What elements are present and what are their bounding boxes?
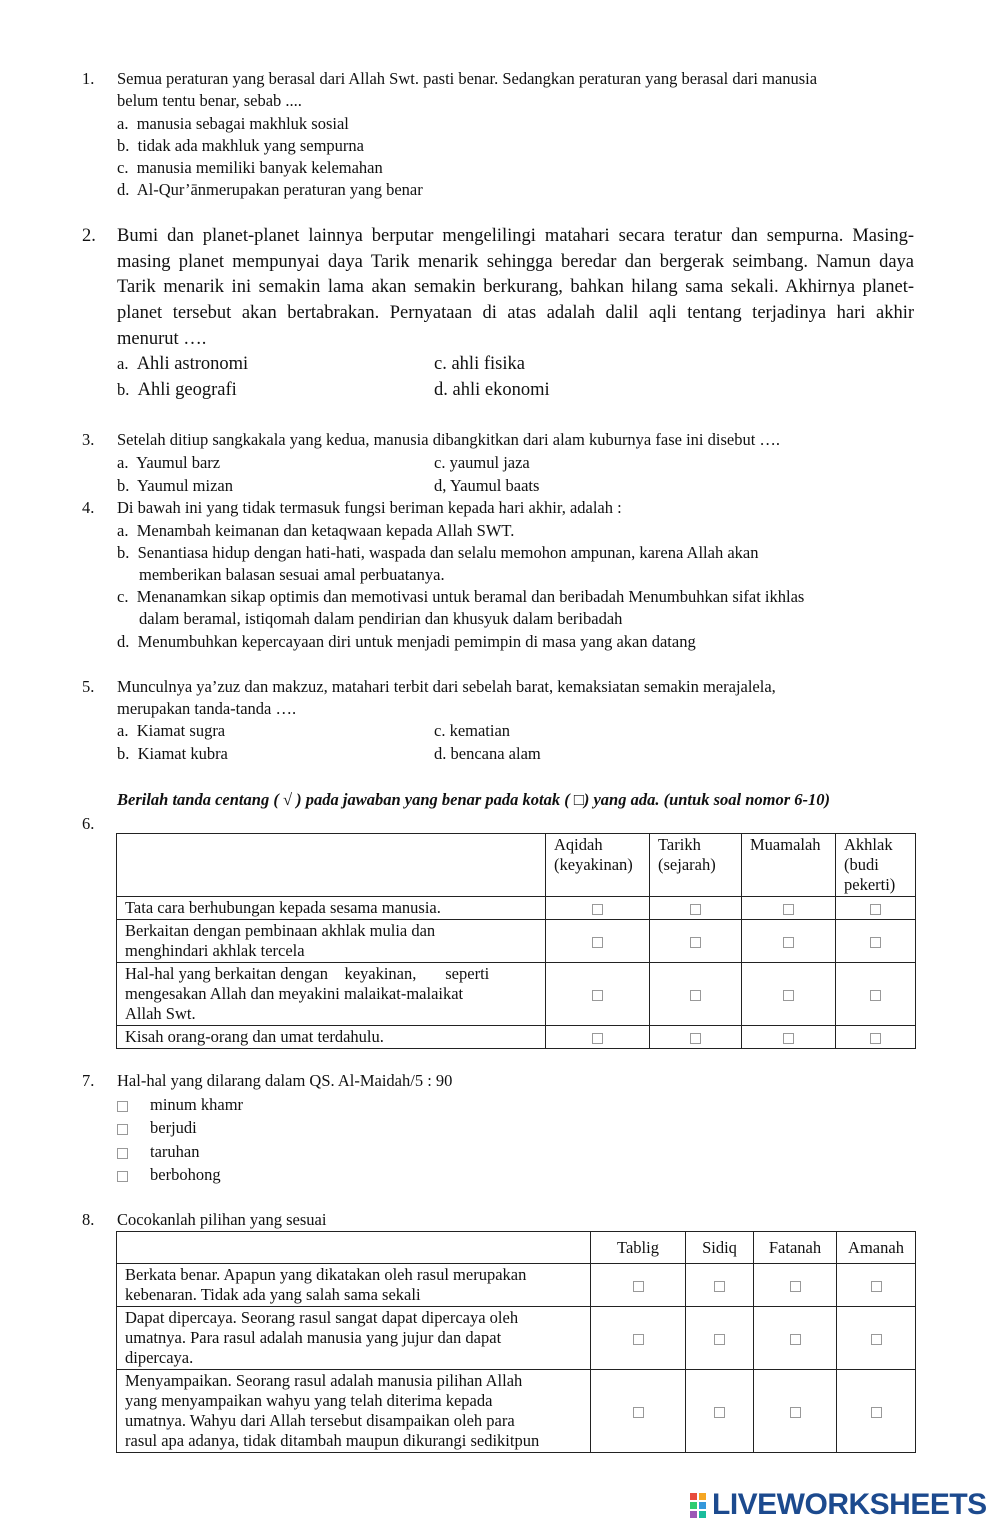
q8-row3-sidiq-checkbox[interactable]	[714, 1407, 725, 1418]
q2-option-d[interactable]: d. ahli ekonomi	[434, 380, 550, 400]
q6-row4-tarikh-cell	[650, 1026, 742, 1049]
logo-square-1	[690, 1493, 697, 1500]
q3-option-a[interactable]: a. Yaumul barz	[117, 453, 221, 472]
q4-number: 4.	[82, 498, 95, 517]
q4-option-b[interactable]: b. Senantiasa hidup dengan hati-hati, waspada dan selalu memohon ampunan, karena Allah akan	[117, 543, 759, 562]
q6-row2-muamalah-checkbox[interactable]	[783, 937, 794, 948]
q1-text-line1: Semua peraturan yang berasal dari Allah Swt. pasti benar. Sedangkan peraturan yang berasal dari manusia	[117, 69, 818, 88]
q8-row3-fatanah-checkbox[interactable]	[790, 1407, 801, 1418]
q2-number: 2.	[82, 226, 96, 246]
q4-option-c[interactable]: c. Menanamkan sikap optimis dan memotivasi untuk beramal dan beribadah Menumbuhkan sifat ikhlas	[117, 587, 805, 606]
logo-square-6	[699, 1511, 706, 1518]
q8-row2-tablig-checkbox[interactable]	[633, 1334, 644, 1345]
q2-option-c[interactable]: c. ahli fisika	[434, 354, 525, 374]
q6-row3-aqidah-cell	[546, 963, 650, 1026]
q5-text-line2: merupakan tanda-tanda ….	[117, 699, 297, 718]
q8-row1-tablig-checkbox[interactable]	[633, 1281, 644, 1292]
q6-row2-tarikh-checkbox[interactable]	[690, 937, 701, 948]
q6-row2-muamalah-cell	[742, 920, 836, 963]
q2-text-line5: menurut ….	[117, 329, 207, 349]
q1-option-b[interactable]: b. tidak ada makhluk yang sempurna	[117, 136, 364, 155]
q8-row1-fatanah-cell	[754, 1264, 837, 1307]
q5-option-b[interactable]: b. Kiamat kubra	[117, 744, 228, 763]
q8-row2-fatanah-checkbox[interactable]	[790, 1334, 801, 1345]
q6-row3-tarikh-cell	[650, 963, 742, 1026]
liveworksheets-logo[interactable]	[690, 1488, 987, 1522]
q8-row2-amanah-cell	[837, 1307, 916, 1370]
q1-number: 1.	[82, 69, 95, 88]
q2-text-line3: Tarik menarik ini semakin lama akan semakin berkurang, bahkan hilang sama sekali. Akhirnya planet-	[117, 277, 914, 297]
q8-row3-text: Menyampaikan. Seorang rasul adalah manusia pilihan Allah yang menyampaikan wahyu yang telah diterima kepada umatnya. Wahyu dari Allah tersebut disampaikan oleh para rasul apa adanya, tidak ditambah maupun dikurangi sedikitpun	[117, 1370, 591, 1453]
q8-row1-fatanah-checkbox[interactable]	[790, 1281, 801, 1292]
logo-text: LIVEWORKSHEETS	[712, 1488, 987, 1521]
q4-option-d[interactable]: d. Menumbuhkan kepercayaan diri untuk menjadi pemimpin di masa yang akan datang	[117, 632, 696, 651]
q8-row1-text: Berkata benar. Apapun yang dikatakan oleh rasul merupakan kebenaran. Tidak ada yang salah sama sekali	[117, 1264, 591, 1307]
q2-option-a[interactable]: a. Ahli astronomi	[117, 354, 249, 374]
q2-option-b[interactable]: b. Ahli geografi	[117, 380, 237, 400]
q6-row4-tarikh-checkbox[interactable]	[690, 1033, 701, 1044]
q8-header-sidiq: Sidiq	[686, 1232, 754, 1264]
q6-row1-muamalah-cell	[742, 897, 836, 920]
q6-row1-tarikh-checkbox[interactable]	[690, 904, 701, 915]
q6-row4-akhlak-checkbox[interactable]	[870, 1033, 881, 1044]
q8-row2-amanah-checkbox[interactable]	[871, 1334, 882, 1345]
q5-number: 5.	[82, 677, 95, 696]
q6-row4-aqidah-cell	[546, 1026, 650, 1049]
q6-row3-text: Hal-hal yang berkaitan dengan keyakinan, seperti mengesakan Allah dan meyakini malaikat-malaikat Allah Swt.	[117, 963, 546, 1026]
q8-number: 8.	[82, 1210, 95, 1229]
q4-option-a[interactable]: a. Menambah keimanan dan ketaqwaan kepada Allah SWT.	[117, 521, 515, 540]
q7-option-4-checkbox[interactable]	[117, 1171, 128, 1182]
q8-row2-tablig-cell	[591, 1307, 686, 1370]
q3-option-c[interactable]: c. yaumul jaza	[434, 453, 530, 472]
q6-row1-aqidah-checkbox[interactable]	[592, 904, 603, 915]
q8-table	[116, 1231, 916, 1453]
q6-header-tarikh: Tarikh (sejarah)	[650, 834, 742, 897]
q7-option-1: minum khamr	[117, 1095, 243, 1115]
q8-row2-text: Dapat dipercaya. Seorang rasul sangat dapat dipercaya oleh umatnya. Para rasul adalah manusia yang jujur dan dapat dipercaya.	[117, 1307, 591, 1370]
q1-option-c[interactable]: c. manusia memiliki banyak kelemahan	[117, 158, 383, 177]
q8-header-tablig: Tablig	[591, 1232, 686, 1264]
q6-row1-text: Tata cara berhubungan kepada sesama manusia.	[117, 897, 546, 920]
q3-text: Setelah ditiup sangkakala yang kedua, manusia dibangkitkan dari alam kuburnya fase ini disebut ….	[117, 430, 781, 449]
q7-option-4: berbohong	[117, 1165, 221, 1185]
q6-row2-aqidah-checkbox[interactable]	[592, 937, 603, 948]
q2-text-line1: Bumi dan planet-planet lainnya berputar mengelilingi matahari secara teratur dan sempurna. Masing-	[117, 226, 914, 246]
q8-row1-tablig-cell	[591, 1264, 686, 1307]
q8-row1-amanah-checkbox[interactable]	[871, 1281, 882, 1292]
q4-option-c-line2: dalam beramal, istiqomah dalam pendirian dan khusyuk dalam beribadah	[139, 609, 623, 628]
q3-option-b[interactable]: b. Yaumul mizan	[117, 476, 233, 495]
q6-row4-akhlak-cell	[836, 1026, 916, 1049]
q6-row3-muamalah-checkbox[interactable]	[783, 990, 794, 1001]
q8-row3-sidiq-cell	[686, 1370, 754, 1453]
q6-row1-muamalah-checkbox[interactable]	[783, 904, 794, 915]
q6-header-aqidah: Aqidah (keyakinan)	[546, 834, 650, 897]
q8-row3-fatanah-cell	[754, 1370, 837, 1453]
q6-row2-tarikh-cell	[650, 920, 742, 963]
q7-option-3: taruhan	[117, 1142, 199, 1162]
q6-header-statement	[117, 834, 546, 897]
q6-row4-muamalah-checkbox[interactable]	[783, 1033, 794, 1044]
q8-header-amanah: Amanah	[837, 1232, 916, 1264]
instruction-text: Berilah tanda centang ( √ ) pada jawaban yang benar pada kotak ( □) yang ada. (untuk soal nomor 6-10)	[117, 790, 830, 809]
q7-option-3-checkbox[interactable]	[117, 1148, 128, 1159]
q6-row2-aqidah-cell	[546, 920, 650, 963]
q7-number: 7.	[82, 1071, 95, 1090]
q8-row1-sidiq-checkbox[interactable]	[714, 1281, 725, 1292]
q6-row3-aqidah-checkbox[interactable]	[592, 990, 603, 1001]
q6-row4-aqidah-checkbox[interactable]	[592, 1033, 603, 1044]
q5-option-c[interactable]: c. kematian	[434, 721, 511, 740]
q6-row1-tarikh-cell	[650, 897, 742, 920]
q6-row1-akhlak-cell	[836, 897, 916, 920]
q7-text: Hal-hal yang dilarang dalam QS. Al-Maidah/5 : 90	[117, 1071, 453, 1090]
q6-row1-aqidah-cell	[546, 897, 650, 920]
q6-header-akhlak: Akhlak (budi pekerti)	[836, 834, 916, 897]
q2-text-line4: planet tersebut akan bertabrakan. Pernyataan di atas adalah dalil aqli tentang terjadinya hari akhir	[117, 303, 914, 323]
q3-number: 3.	[82, 430, 95, 449]
q6-row2-text: Berkaitan dengan pembinaan akhlak mulia dan menghindari akhlak tercela	[117, 920, 546, 963]
q6-row3-akhlak-cell	[836, 963, 916, 1026]
logo-mark-icon	[690, 1493, 706, 1518]
q2-text-line2: masing planet mempunyai daya Tarik menarik sehingga beredar dan bergerak seimbang. Namun daya	[117, 252, 914, 272]
q8-row2-sidiq-cell	[686, 1307, 754, 1370]
q6-row4-text: Kisah orang-orang dan umat terdahulu.	[117, 1026, 546, 1049]
logo-square-2	[699, 1493, 706, 1500]
logo-square-5	[690, 1511, 697, 1518]
q5-option-d[interactable]: d. bencana alam	[434, 744, 541, 763]
q8-row3-amanah-checkbox[interactable]	[871, 1407, 882, 1418]
q8-row2-fatanah-cell	[754, 1307, 837, 1370]
q7-option-2-checkbox[interactable]	[117, 1124, 128, 1135]
q6-number: 6.	[82, 814, 95, 833]
q4-text: Di bawah ini yang tidak termasuk fungsi beriman kepada hari akhir, adalah :	[117, 498, 622, 517]
q8-header-fatanah: Fatanah	[754, 1232, 837, 1264]
q5-text-line1: Munculnya ya’zuz dan makzuz, matahari terbit dari sebelah barat, kemaksiatan semakin merajalela,	[117, 677, 776, 696]
q6-row2-akhlak-checkbox[interactable]	[870, 937, 881, 948]
q1-option-d[interactable]: d. Al-Qur’ānmerupakan peraturan yang benar	[117, 180, 423, 199]
q8-row1-amanah-cell	[837, 1264, 916, 1307]
q7-option-2: berjudi	[117, 1118, 197, 1138]
logo-square-4	[699, 1502, 706, 1509]
q6-row3-muamalah-cell	[742, 963, 836, 1026]
q8-header-statement	[117, 1232, 591, 1264]
q3-option-d[interactable]: d, Yaumul baats	[434, 476, 540, 495]
q6-row4-muamalah-cell	[742, 1026, 836, 1049]
q1-text-line2: belum tentu benar, sebab ....	[117, 91, 302, 110]
logo-square-3	[690, 1502, 697, 1509]
q8-row3-tablig-cell	[591, 1370, 686, 1453]
q6-header-muamalah: Muamalah	[742, 834, 836, 897]
q6-table	[116, 833, 916, 1049]
q8-row3-amanah-cell	[837, 1370, 916, 1453]
q6-row2-akhlak-cell	[836, 920, 916, 963]
q6-row1-akhlak-checkbox[interactable]	[870, 904, 881, 915]
q7-option-1-checkbox[interactable]	[117, 1101, 128, 1112]
q6-row3-akhlak-checkbox[interactable]	[870, 990, 881, 1001]
q8-row1-sidiq-cell	[686, 1264, 754, 1307]
q6-row3-tarikh-checkbox[interactable]	[690, 990, 701, 1001]
q8-row2-sidiq-checkbox[interactable]	[714, 1334, 725, 1345]
q8-row3-tablig-checkbox[interactable]	[633, 1407, 644, 1418]
q1-option-a[interactable]: a. manusia sebagai makhluk sosial	[117, 114, 349, 133]
q5-option-a[interactable]: a. Kiamat sugra	[117, 721, 226, 740]
q4-option-b-line2: memberikan balasan sesuai amal perbuatanya.	[139, 565, 445, 584]
q8-text: Cocokanlah pilihan yang sesuai	[117, 1210, 327, 1229]
